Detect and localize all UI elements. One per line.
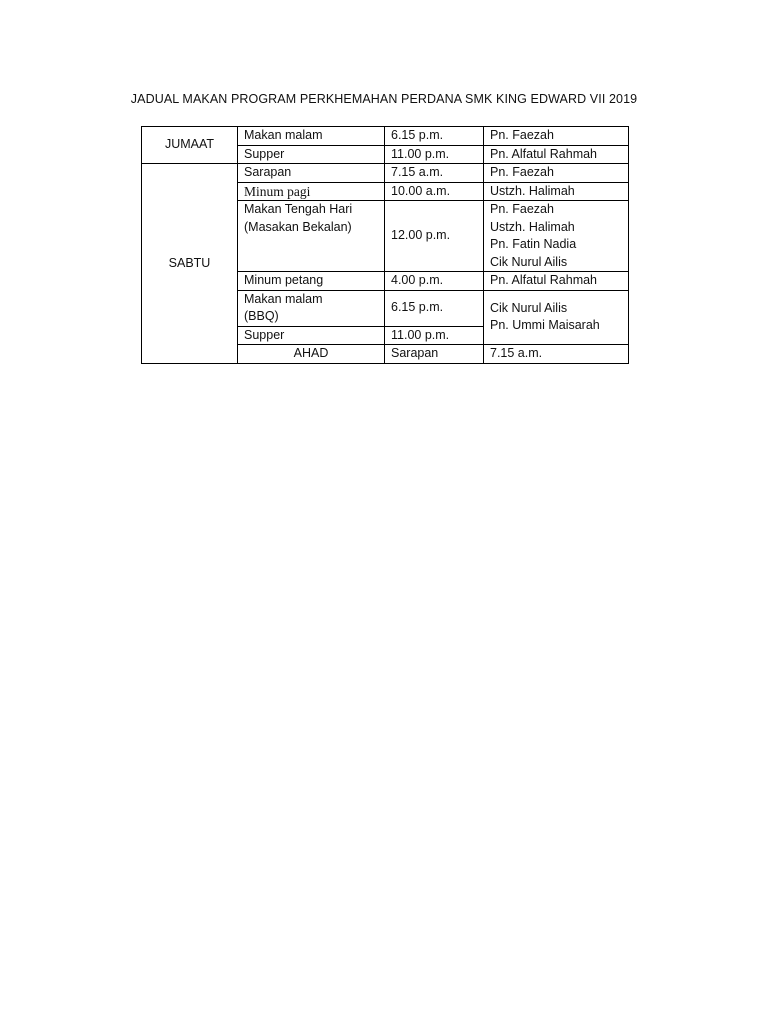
meal-cell: Minum petang — [238, 272, 385, 291]
staff-line: Ustzh. Halimah — [490, 219, 575, 234]
staff-cell — [484, 201, 629, 272]
time-cell: 6.15 p.m. — [385, 127, 484, 146]
table-row — [142, 127, 629, 146]
staff-line: Pn. Faezah — [490, 202, 554, 216]
staff-cell: Pn. Alfatul Rahmah — [484, 272, 629, 291]
meal-cell: Supper — [238, 326, 385, 345]
time-cell: 12.00 p.m. — [385, 201, 484, 272]
meal-cell — [238, 290, 385, 326]
meal-cell: Supper — [238, 145, 385, 164]
staff-line: Cik Nurul Ailis — [490, 254, 568, 269]
time-cell: 10.00 a.m. — [385, 182, 484, 201]
time-cell: 11.00 p.m. — [385, 145, 484, 164]
staff-cell — [484, 290, 629, 345]
meal-cell: Minum pagi — [238, 182, 385, 201]
day-cell-ahad: AHAD — [238, 345, 385, 364]
meal-cell: Sarapan — [238, 164, 385, 183]
meal-cell: Makan malam — [238, 127, 385, 146]
meal-line: (BBQ) — [244, 309, 279, 323]
meal-line: Makan Tengah Hari — [244, 202, 353, 216]
staff-cell: Pn. Faezah — [484, 164, 629, 183]
time-cell: 6.15 p.m. — [385, 290, 484, 326]
meal-schedule-table — [141, 126, 629, 364]
meal-cell: Sarapan — [385, 345, 484, 364]
time-cell: 7.15 a.m. — [385, 164, 484, 183]
staff-line: Pn. Ummi Maisarah — [490, 318, 600, 333]
time-cell: 11.00 p.m. — [385, 326, 484, 345]
staff-cell: Pn. Faezah — [484, 127, 629, 146]
staff-cell: Pn. Alfatul Rahmah — [484, 145, 629, 164]
day-cell-sabtu: SABTU — [142, 164, 238, 364]
time-cell: 4.00 p.m. — [385, 272, 484, 291]
day-cell-jumaat: JUMAAT — [142, 127, 238, 164]
document-title: JADUAL MAKAN PROGRAM PERKHEMAHAN PERDANA SMK KING EDWARD VII 2019 — [130, 92, 638, 106]
meal-line: (Masakan Bekalan) — [244, 219, 352, 234]
staff-line: Cik Nurul Ailis — [490, 300, 568, 315]
meal-line: Makan malam — [244, 291, 323, 306]
time-cell: 7.15 a.m. — [484, 345, 629, 364]
staff-line: Pn. Fatin Nadia — [490, 237, 577, 251]
table-row — [142, 164, 629, 183]
meal-cell — [238, 201, 385, 272]
staff-cell: Ustzh. Halimah — [484, 182, 629, 201]
